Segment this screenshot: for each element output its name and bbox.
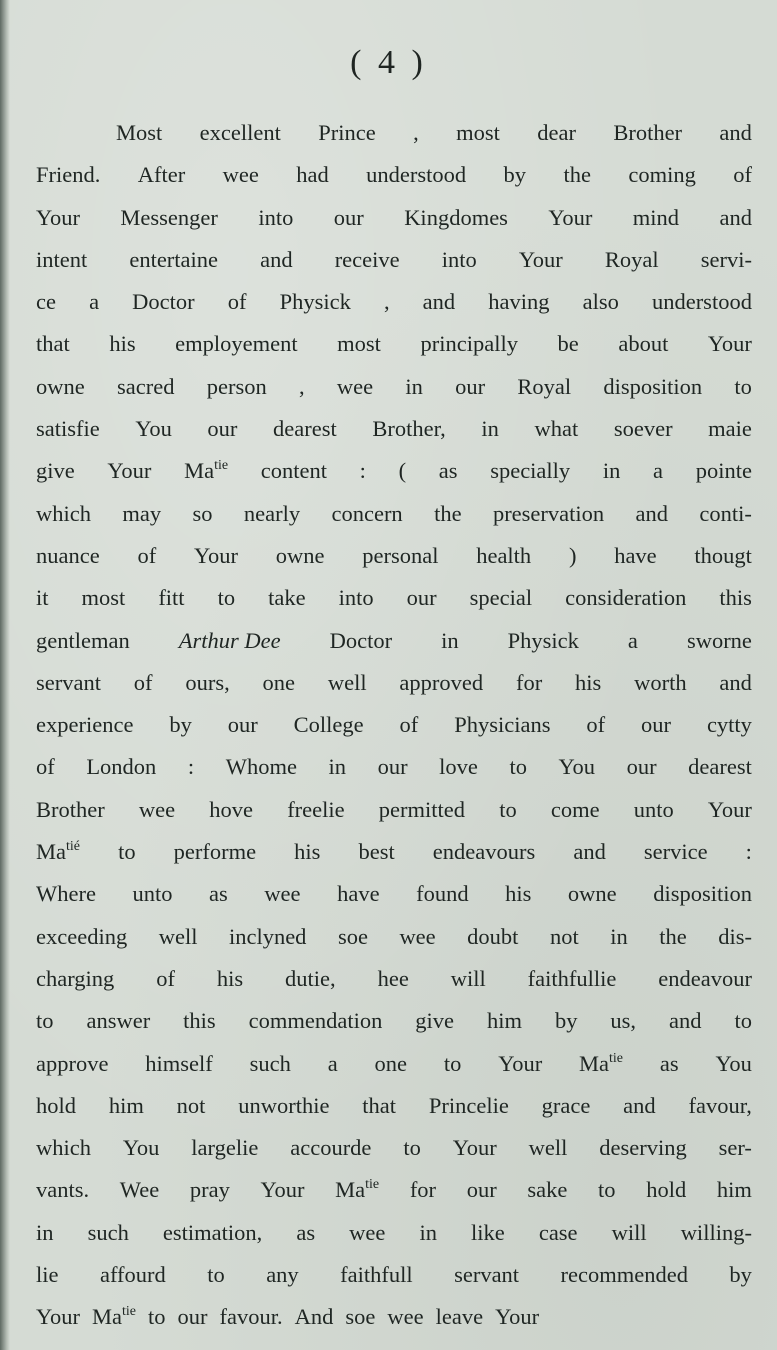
text-line: gentleman Arthur Dee Doctor in Physick a sworne — [36, 627, 752, 653]
letter-text — [36, 112, 752, 1339]
text-line: exceeding well inclyned soe wee doubt not in the dis- — [36, 923, 752, 949]
text-line: approve himself such a one to Your $Ma^{tie}$ as You — [36, 1050, 752, 1076]
text-line: intent entertaine and receive into Your Royal servi- — [36, 246, 752, 272]
page-edge-shadow — [0, 0, 10, 1350]
text-line: $Ma^{tié}$ to performe his best endeavours and service : — [36, 839, 752, 865]
text-line: experience by our College of Physicians of our cytty — [36, 712, 752, 738]
text-line: Your $Ma^{tie}$ to our favour. And soe wee leave Your — [36, 1304, 540, 1330]
text-line: charging of his dutie, hee will faithfullie endeavour — [36, 965, 752, 991]
text-line: lie affourd to any faithfull servant recommended by — [36, 1262, 752, 1288]
text-line: satisfie You our dearest Brother, in what soever maie — [36, 416, 752, 442]
page-number: ( 4 ) — [350, 44, 427, 81]
text-line: of London : Whome in our love to You our dearest — [36, 754, 752, 780]
text-line: in such estimation, as wee in like case will willing- — [36, 1219, 752, 1245]
text-line: servant of ours, one well approved for his worth and — [36, 669, 752, 695]
text-line: hold him not unworthie that Princelie grace and favour, — [36, 1092, 752, 1118]
text-line: that his employement most principally be about Your — [36, 331, 752, 357]
text-line: nuance of Your owne personal health ) have thougt — [36, 542, 752, 568]
text-line: owne sacred person , wee in our Royal disposition to — [36, 373, 752, 399]
text-line: Brother wee hove freelie permitted to come unto Your — [36, 796, 752, 822]
text-line: which You largelie accourde to Your well deserving ser- — [36, 1135, 752, 1161]
text-line: Most excellent Prince , most dear Brother and — [116, 120, 752, 145]
text-line: to answer this commendation give him by us, and to — [36, 1008, 752, 1034]
text-line: vants. Wee pray Your $Ma^{tie}$ for our sake to hold him — [36, 1177, 752, 1203]
text-line: Where unto as wee have found his owne disposition — [36, 881, 752, 907]
text-line: give Your $Ma^{tie}$ content : ( as specially in a pointe — [36, 458, 752, 484]
text-line: it most fitt to take into our special consideration this — [36, 585, 752, 611]
text-line: Your Messenger into our Kingdomes Your mind and — [36, 204, 752, 230]
text-line: Friend. After wee had understood by the coming of — [36, 162, 752, 188]
text-line: which may so nearly concern the preservation and conti- — [36, 500, 752, 526]
text-line: ce a Doctor of Physick , and having also understood — [36, 289, 752, 315]
